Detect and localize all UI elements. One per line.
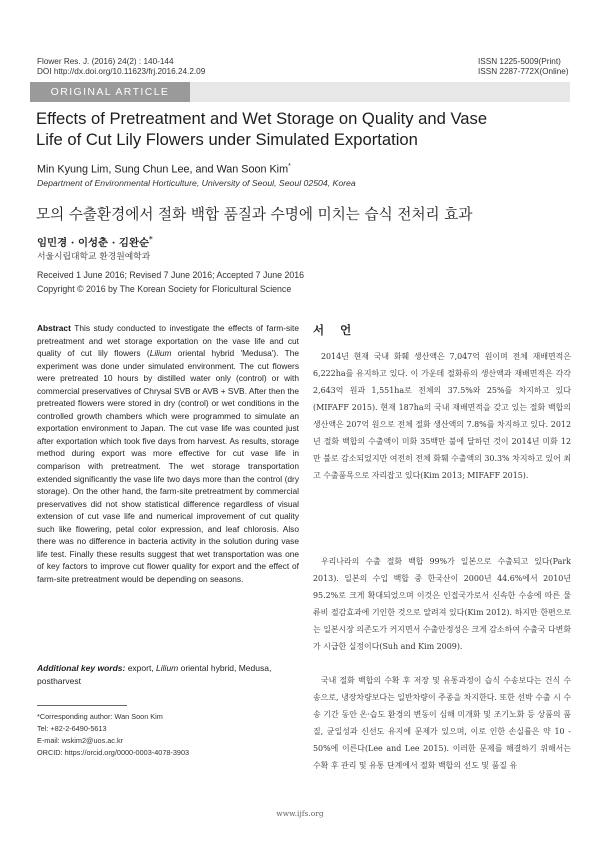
korean-paragraph-2: 우리나라의 수출 절화 백합 99%가 일본으로 수출되고 있다(Park 2013). 일본의 수입 백합 중 한국산이 2000년 44.6%에서 2010년 95.2%로 크게 확대되었으며 이것은 인접국가로서 신속한 수송에 따른 물류비 절감효과에 기인한 것으로 알려져 있다(Kim 2012). 하지만 한편으로는 일본시장 의존도가 커지면서 수출안정성은 크게 감소하여 수출국 다변화가 시급한 실정이다(Suh and Kim 2009).: [313, 557, 571, 651]
keywords-label: Additional key words:: [37, 663, 126, 673]
title-line-1: Effects of Pretreatment and Wet Storage on Quality and Vase: [36, 109, 488, 128]
korean-affiliation: 서울시립대학교 환경원예학과: [37, 252, 151, 262]
korean-authors-text: 임민경 · 이성춘 · 김완순: [37, 237, 150, 249]
author-list: [37, 163, 291, 176]
received-dates: Received 1 June 2016; Revised 7 June 2016; Accepted 7 June 2016: [37, 270, 305, 280]
korean-paragraph-3: 국내 절화 백합의 수확 후 저장 및 유통과정이 습식 수송보다는 건식 수송으로, 냉장차량보다는 일반차량이 주종을 차지한다. 또한 선박 수출 시 수송 기간 동안 온·습도 환경의 변동이 심해 미개화 및 조기노화 등 상품의 품질, 균일성과 신선도 유지에 문제가 있으며, 이로 인한 손실률은 약 10 - 50%에 이른다(Lee and Lee 2015). 이러한 문제를 해결하기 위해서는 수확 후 관리 및 유통 단계에서 절화 백합의 선도 및 품질 유: [313, 676, 571, 770]
footer-url[interactable]: www.ijfs.org: [276, 809, 324, 818]
title-line-2: Life of Cut Lily Flowers under Simulated Exportation: [36, 129, 418, 149]
issn-online: ISSN 2287-772X(Online): [478, 67, 569, 76]
korean-author-list: [37, 234, 153, 249]
orcid-link[interactable]: ORCID: https://orcid.org/0000-0003-4078-3903: [37, 748, 190, 758]
korean-title: 모의 수출환경에서 절화 백합 품질과 수명에 미치는 습식 전처리 효과: [36, 206, 473, 223]
korean-paragraph-1: 2014년 현재 국내 화훼 생산액은 7,047억 원이며 전체 재배면적은 6,222ha를 유지하고 있다. 이 가운데 절화류의 생산액과 재배면적은 각각 2,643억 원과 1,551ha로 전체의 37.5%와 25%를 차지하고 있다(MIFAFF 2015). 현재 187ha의 국내 재배면적을 갖고 있는 절화 백합의 생산액은 207억 원으로 전체 절화 생산액의 7.8%를 차지하고 있다. 2012년 절화 백합의 수출액이 미화 35백만 불에 달하던 것이 2014년 미화 12만 불로 감소되었지만 여전히 전체 화훼 수출액의 30.3% 차지하고 있어 최고 수출품목으로 자리잡고 있다(Kim 2013; MIFAFF 2015).: [313, 352, 571, 480]
abstract: [37, 322, 299, 585]
authors-text: Min Kyung Lim, Sung Chun Lee, and Wan Soon Kim: [37, 163, 289, 176]
corresponding-mark: *: [288, 163, 291, 170]
affiliation: Department of Environmental Horticulture, University of Seoul, Seoul 02504, Korea: [37, 178, 356, 188]
issn-print: ISSN 1225-5009(Print): [478, 57, 561, 66]
abstract-genus: Lilium: [149, 348, 172, 359]
keywords-genus: Lilium: [156, 663, 179, 673]
keywords-text-1: export,: [125, 663, 157, 673]
article-title: [36, 109, 576, 150]
article-dates: [37, 269, 304, 296]
doi-link[interactable]: DOI http://dx.doi.org/10.11623/frj.2016.24.2.09: [37, 67, 206, 76]
email-address[interactable]: E-mail: wskim2@uos.ac.kr: [37, 736, 124, 746]
abstract-label: Abstract: [37, 323, 71, 333]
korean-corresponding-mark: *: [149, 234, 153, 244]
keywords-text-2: oriental hybrid, Medusa, postharvest: [37, 663, 272, 686]
category-label: ORIGINAL ARTICLE: [30, 82, 190, 102]
footnote: [37, 711, 189, 759]
category-band: [30, 82, 570, 102]
section-title-introduction: 서 언: [313, 323, 358, 337]
journal-citation: Flower Res. J. (2016) 24(2) : 140-144: [37, 57, 174, 66]
phone-number: Tel: +82-2-6490-5613: [37, 724, 107, 734]
copyright-line: Copyright © 2016 by The Korean Society for Floricultural Science: [37, 283, 292, 294]
abstract-text-2: oriental hybrid 'Medusa'). The experiment was done under simulated environment. The cut flowers were pretreated 10 hours by distilled water only (control) or with commercial preservatives of Chrysal SVB or AVB + SVB. After then the pretreated flowers were stored in dry (control) or wet conditions in the controlled growth chambers which were programmed to simulate an exportation environment to Japan. The cut vase life was counted just after exportation which took five days from harvest. As results, storage method during export was more effective for cut vase life in comparison with pretreatment. The wet storage transportation extended significantly the vase life two days more than the control (dry storage). On the other hand, the farm-site pretreatment by commercial preservatives did not show statistical difference regardless of visual extension of cut vase life and numerical improvement of cut quality such like flowering, petal color expression, and leaf chlorosis. Also there was no difference in bacteria activity in the solution during vase life test. Finally these results suggest that wet transportation was one of key factors to improve cut flower quality for export and the effect of farm-site pretreatment would be depending on seasons.: [37, 348, 299, 584]
footnote-divider: [37, 705, 127, 706]
abstract-text-1: This study conducted to investigate the effects of farm-site pretreatment and wet storage exportation on the vase life and cut quality of cut lily flowers (: [37, 323, 299, 359]
keywords: [37, 662, 299, 688]
corresponding-author: *Corresponding author: Wan Soon Kim: [37, 712, 163, 721]
